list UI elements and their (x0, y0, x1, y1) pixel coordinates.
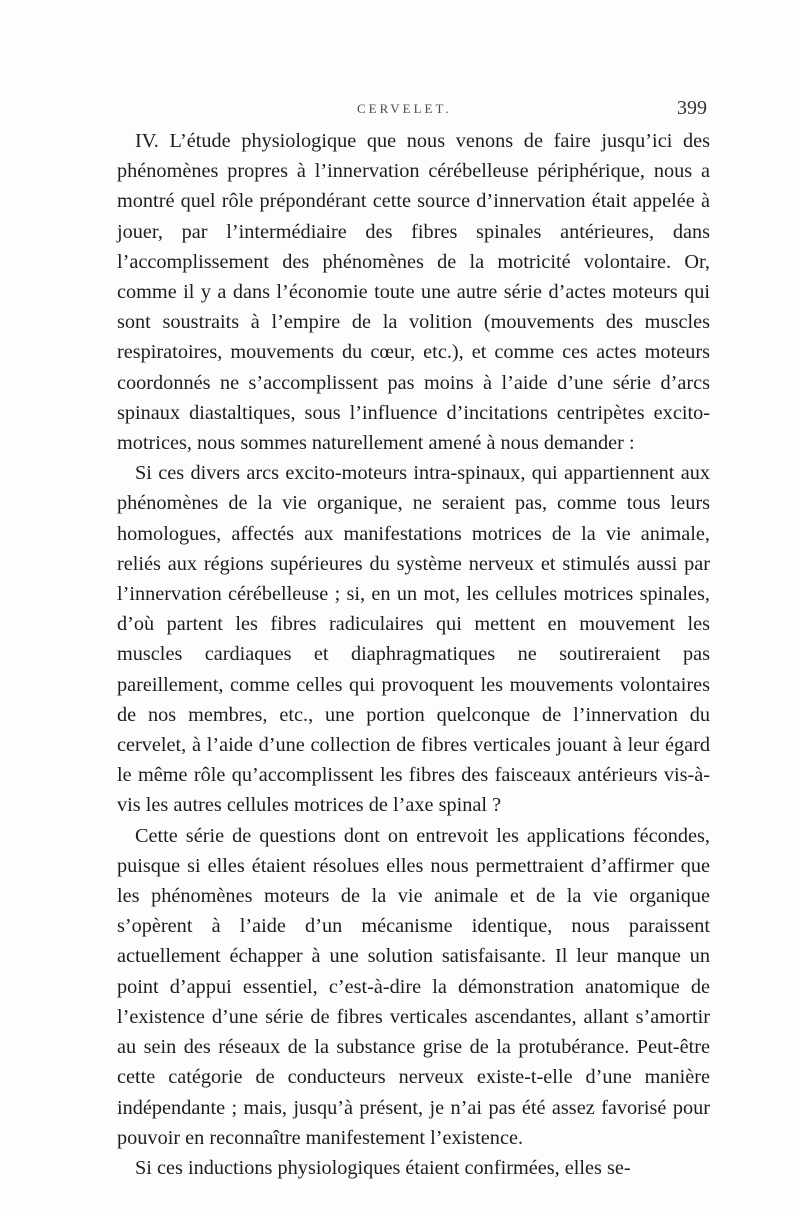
paragraph: Cette série de questions dont on entrevoit les applications fécondes, puisque si elles étaient résolues elles nous permettraient d’affirmer que les phénomènes moteurs de la vie animale et de la vie organique s’opèrent à l’aide d’un mécanisme identique, nous paraissent actuellement échapper à une solution satisfaisante. Il leur manque un point d’appui essentiel, c’est-à-dire la démonstration anatomique de l’existence d’une série de fibres verticales ascendantes, allant s’amortir au sein des réseaux de la substance grise de la protubérance. Peut-être cette catégorie de conducteurs nerveux existe-t-elle d’une manière indépendante ; mais, jusqu’à présent, je n’ai pas été assez favorisé pour pouvoir en reconnaître manifestement l’existence. (117, 824, 710, 1149)
paragraph: Si ces inductions physiologiques étaient confirmées, elles se- (135, 1156, 631, 1179)
running-head: CERVELET. (357, 101, 452, 116)
paragraph: Si ces divers arcs excito-moteurs intra-spinaux, qui appartiennent aux phénomènes de la vie organique, ne seraient pas, comme tous leurs homologues, affectés aux manifestations motrices de la vie animale, reliés aux régions supérieures du système nerveux et stimulés aussi par l’innervation cérébelleuse ; si, en un mot, les cellules motrices spinales, d’où partent les fibres radiculaires qui mettent en mouvement les muscles cardiaques et diaphragmatiques ne soutireraient pas pareillement, comme celles qui provoquent les mouvements volontaires de nos membres, etc., une portion quelconque de l’innervation du cervelet, à l’aide d’une collection de fibres verticales jouant à leur égard le même rôle qu’accomplissent les fibres des faisceaux antérieurs vis-à-vis les autres cellules motrices de l’axe spinal ? (117, 462, 710, 817)
body-text (117, 126, 710, 1183)
page-number: 399 (677, 97, 707, 119)
paragraph: IV. L’étude physiologique que nous venons de faire jusqu’ici des phénomènes propres à l’innervation cérébelleuse périphérique, nous a montré quel rôle prépondérant cette source d’innervation était appelée à jouer, par l’intermédiaire des fibres spinales antérieures, dans l’accomplissement des phénomènes de la motricité volontaire. Or, comme il y a dans l’économie toute une autre série d’actes moteurs qui sont soustraits à l’empire de la volition (mouvements des muscles respiratoires, mouvements du cœur, etc.), et comme ces actes moteurs coordonnés ne s’accomplissent pas moins à l’aide d’une série d’arcs spinaux diastaltiques, sous l’influence d’incitations centripètes excito-motrices, nous sommes naturellement amené à nous demander : (117, 130, 710, 455)
page-header (117, 97, 707, 123)
